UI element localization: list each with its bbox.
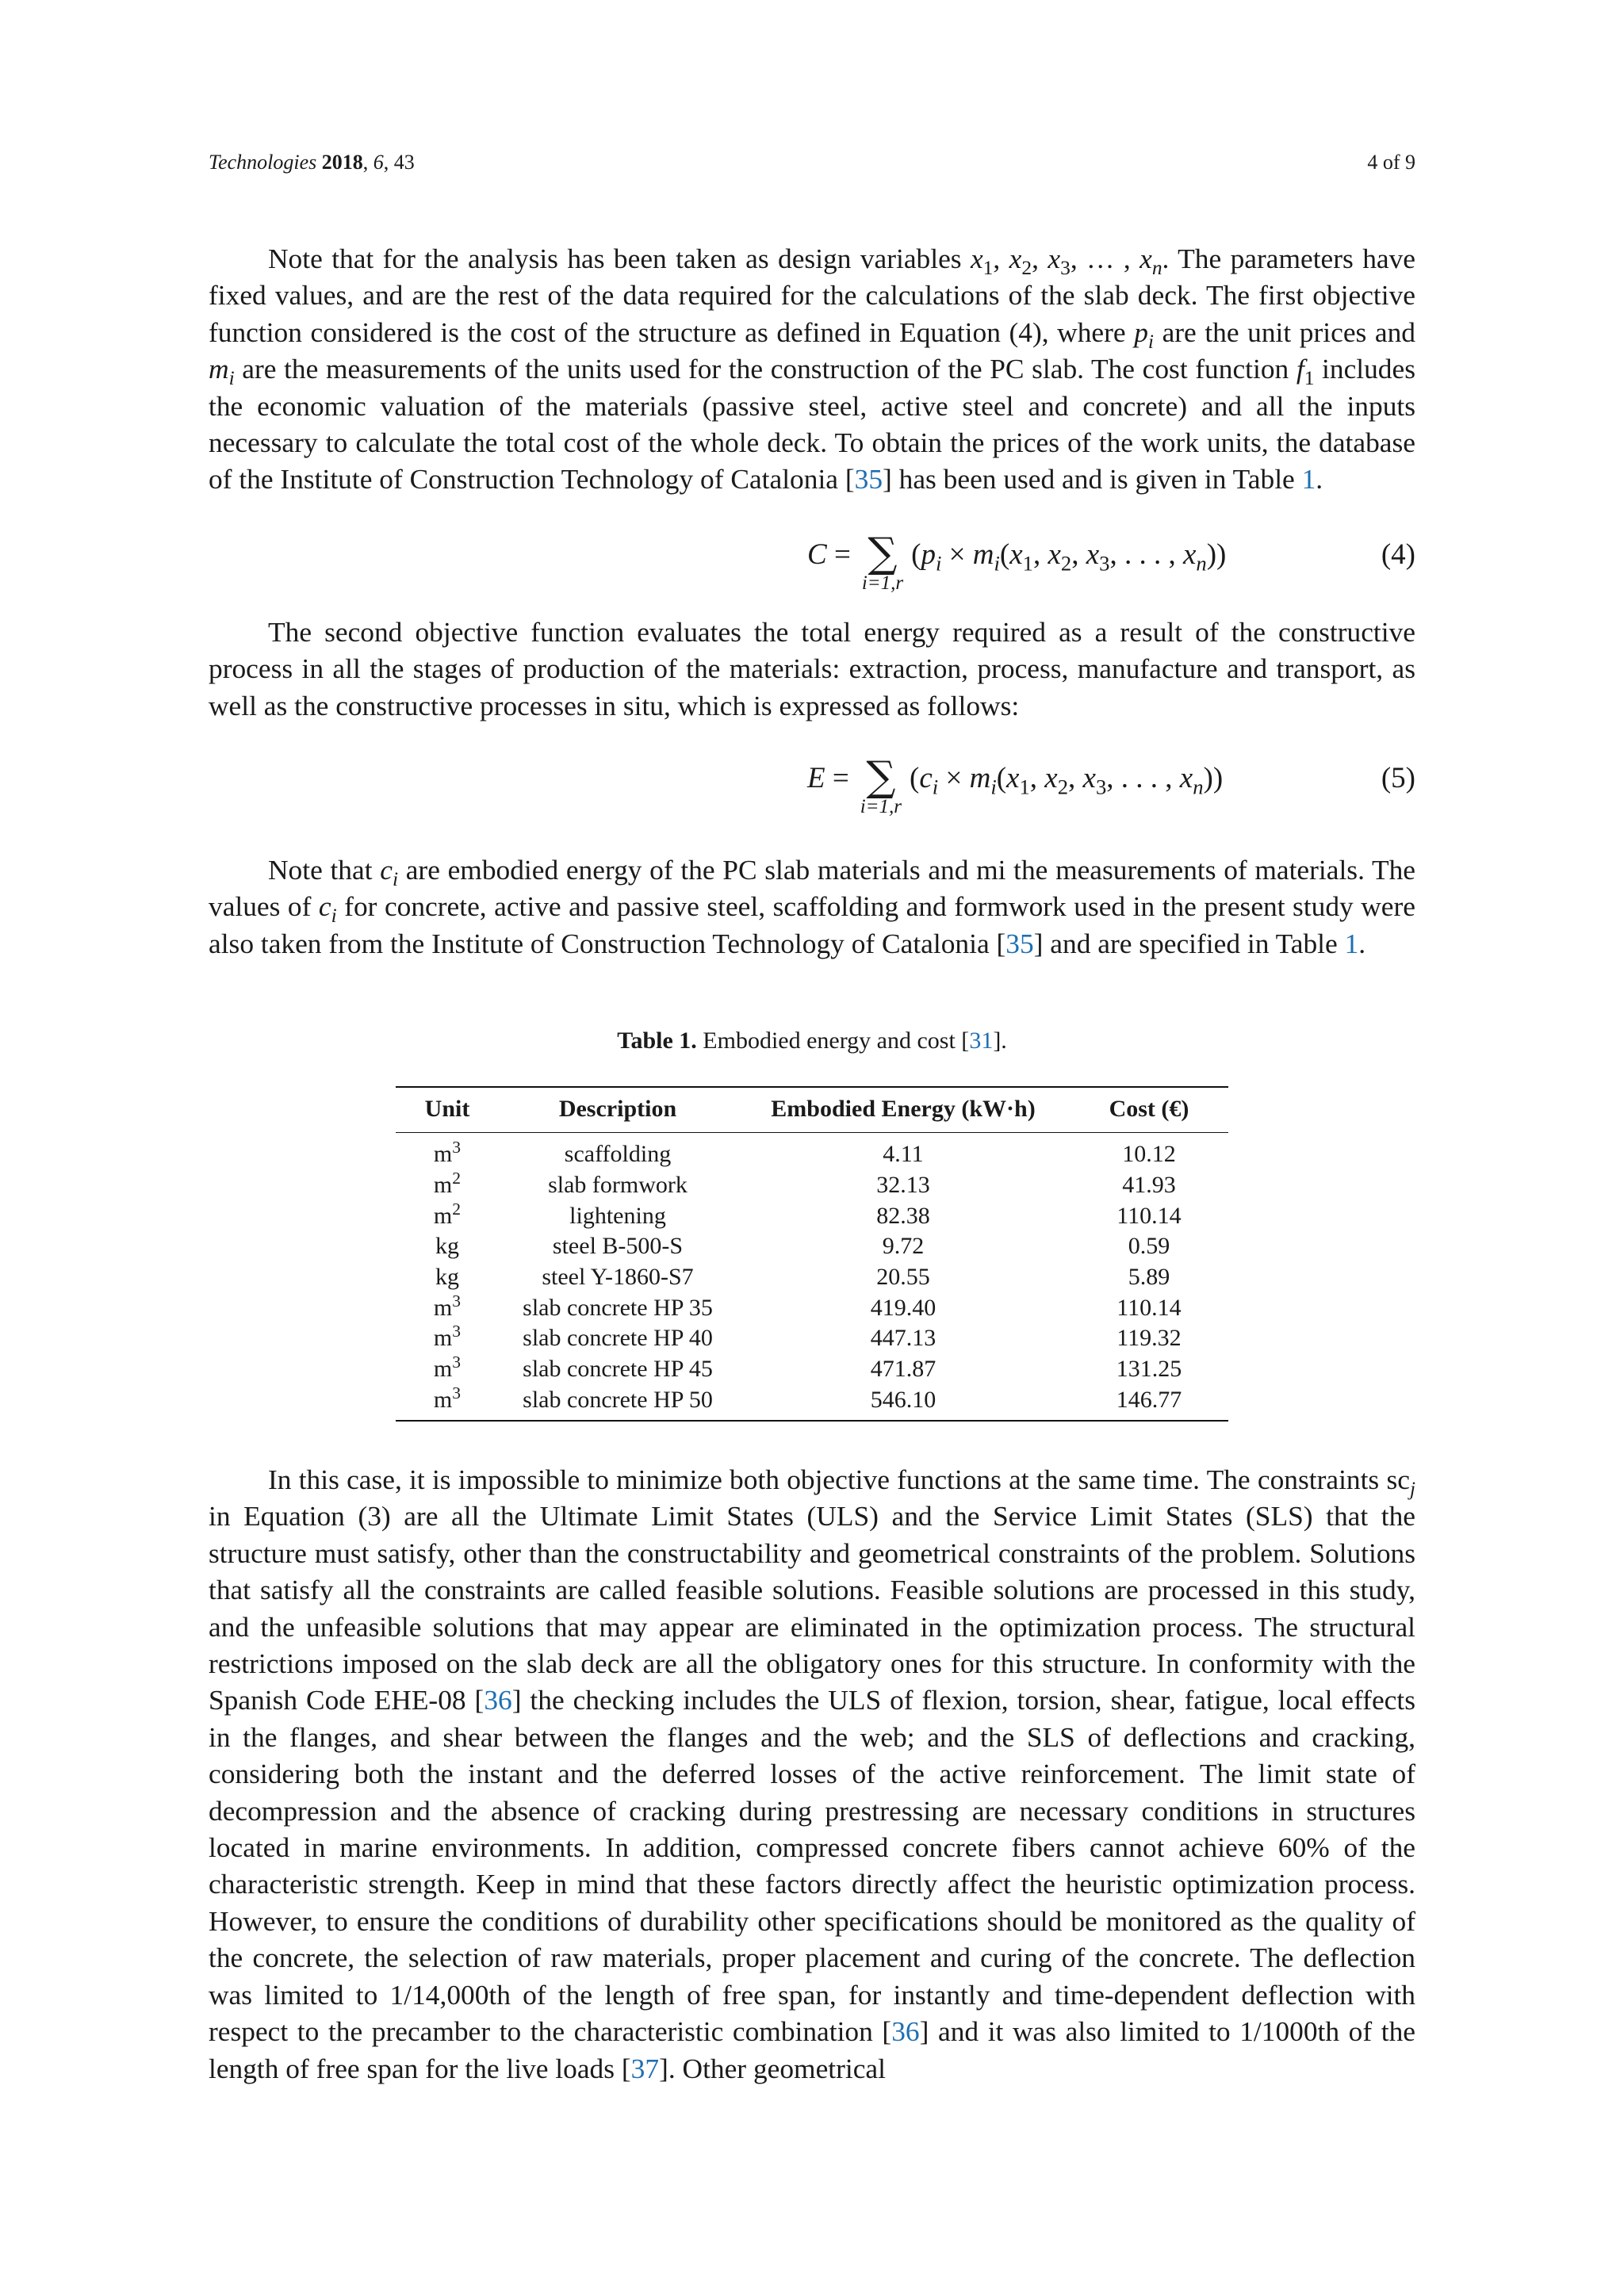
table-row xyxy=(396,1292,1228,1323)
table-row xyxy=(396,1170,1228,1201)
page-number: 4 of 9 xyxy=(1367,151,1415,174)
cell-description: slab concrete HP 50 xyxy=(499,1385,737,1422)
cell-unit: $m^2$ xyxy=(433,1199,462,1229)
cell-description: steel B-500-S xyxy=(552,1233,684,1260)
table-row xyxy=(396,1385,1228,1422)
cell-description: steel Y-1860-S7 xyxy=(542,1264,694,1291)
cell-energy: 32.13 xyxy=(876,1172,930,1199)
cell-description: slab formwork xyxy=(548,1172,688,1199)
cell-cost: 119.32 xyxy=(1116,1325,1182,1352)
cell-energy: 447.13 xyxy=(870,1325,936,1352)
equation-5: E = ∑ i=1,r ($c_i \times m_i(x_1$, $x_2$, $x_3$, . . . , $x_n$)) (5) xyxy=(807,753,1415,817)
table-row xyxy=(396,1231,1228,1262)
table-caption: Table 1. Embodied energy and cost [31]. xyxy=(617,1027,1007,1054)
cell-unit: $m^3$ xyxy=(433,1291,462,1321)
embodied-energy-table xyxy=(396,1086,1228,1422)
table-row xyxy=(396,1200,1228,1231)
table-link[interactable]: 1 xyxy=(1301,463,1316,496)
journal-citation: Technologies 2018, 6, 43 xyxy=(209,151,415,174)
cell-cost: 146.77 xyxy=(1070,1385,1228,1422)
cell-energy: 9.72 xyxy=(882,1233,925,1260)
equation-number: (4) xyxy=(1381,538,1415,571)
cell-energy: 82.38 xyxy=(876,1202,930,1229)
reference-link[interactable]: 35 xyxy=(854,463,883,496)
cell-cost: 41.93 xyxy=(1122,1172,1176,1199)
cell-cost: 131.25 xyxy=(1116,1356,1182,1383)
column-header-description: Description xyxy=(499,1087,737,1133)
cell-cost: 5.89 xyxy=(1128,1264,1170,1291)
reference-link[interactable]: 31 xyxy=(969,1027,994,1054)
cell-energy: 419.40 xyxy=(870,1294,936,1321)
cell-unit: $m^3$ xyxy=(396,1385,499,1422)
cell-cost: 110.14 xyxy=(1116,1202,1182,1229)
column-header-cost: Cost (€) xyxy=(1070,1087,1228,1133)
reference-link[interactable]: 36 xyxy=(891,2015,920,2048)
paragraph-2: The second objective function evaluates the total energy required as a result of the constructive process in all the stages of production of the materials: extraction, process, manufacture and transport, as well as the constructive processes in situ, which is expressed as follows: xyxy=(209,616,1415,721)
running-header xyxy=(209,151,1415,174)
cell-unit: $m^2$ xyxy=(433,1169,462,1199)
cell-cost: 0.59 xyxy=(1128,1233,1170,1260)
cell-energy: 546.10 xyxy=(737,1385,1070,1422)
column-header-unit: Unit xyxy=(396,1087,499,1133)
column-header-energy: Embodied Energy (kW·h) xyxy=(737,1087,1070,1133)
cell-cost: 110.14 xyxy=(1116,1294,1182,1321)
table-row xyxy=(396,1133,1228,1170)
cell-description: scaffolding xyxy=(564,1141,672,1168)
cell-energy: 20.55 xyxy=(876,1264,930,1291)
table-row xyxy=(396,1323,1228,1354)
table-link[interactable]: 1 xyxy=(1344,927,1359,959)
cell-energy: 4.11 xyxy=(883,1141,924,1168)
cell-unit: $m^3$ xyxy=(433,1322,462,1352)
cell-description: slab concrete HP 40 xyxy=(523,1325,713,1352)
cell-unit: $m^3$ xyxy=(433,1353,462,1383)
cell-description: lightening xyxy=(569,1202,666,1229)
cell-unit: kg xyxy=(435,1264,459,1291)
cell-description: slab concrete HP 45 xyxy=(523,1356,713,1383)
paragraph-1: Note that for the analysis has been taken as design variables $x_1$, $x_2$, $x_3$, … , $x_n$. The parameters have fixed values, and are the rest of the data required for the calculations of the slab deck. The first objective function considered is the cost of the structure as defined in Equation (4), where $p_i$ are the unit prices and $m_i$ are the measurements of the units used for the construction of the PC slab. The cost function $f_1$ includes the economic valuation of the materials (passive steel, active steel and concrete) and all the inputs necessary to calculate the total cost of the whole deck. To obtain the prices of the work units, the database of the Institute of Construction Technology of Catalonia [35] has been used and is given in Table 1. xyxy=(209,243,1415,496)
cell-cost: 10.12 xyxy=(1122,1141,1176,1168)
cell-description: slab concrete HP 35 xyxy=(523,1294,713,1321)
paragraph-3: Note that $c_i$ are embodied energy of the PC slab materials and mi the measurements of materials. The values of $c_i$ for concrete, active and passive steel, scaffolding and formwork used in the present study were also taken from the Institute of Construction Technology of Catalonia [35] and are specified in Table 1. xyxy=(209,854,1415,959)
table-header-row xyxy=(396,1087,1228,1133)
cell-unit: $m^3$ xyxy=(433,1138,462,1168)
table-row xyxy=(396,1354,1228,1385)
equation-4: C = ∑ i=1,r ($p_i \times m_i(x_1$, $x_2$, $x_3$, . . . , $x_n$)) (4) xyxy=(807,530,1415,594)
cell-unit: kg xyxy=(435,1233,459,1260)
cell-energy: 471.87 xyxy=(870,1356,936,1383)
table-row xyxy=(396,1262,1228,1293)
reference-link[interactable]: 37 xyxy=(630,2052,660,2084)
reference-link[interactable]: 36 xyxy=(484,1684,512,1716)
reference-link[interactable]: 35 xyxy=(1005,927,1034,959)
paragraph-4: In this case, it is impossible to minimize both objective functions at the same time. The constraints $sc_j$ in Equation (3) are all the Ultimate Limit States (ULS) and the Service Limit States (SLS) that the structure must satisfy, other than the constructability and geometrical constraints of the problem. Solutions that satisfy all the constraints are called feasible solutions. Feasible solutions are processed in this study, and the unfeasible solutions that may appear are eliminated in the optimization process. The structural restrictions imposed on the slab deck are all the obligatory ones for this structure. In conformity with the Spanish Code EHE-08 [36] the checking includes the ULS of flexion, torsion, shear, fatigue, local effects in the flanges, and shear between the flanges and the web; and the SLS of deflections and cracking, considering both the instant and the deferred losses of the active reinforcement. The limit state of decompression and the absence of cracking during prestressing are necessary conditions in structures located in marine environments. In addition, compressed concrete fibers cannot achieve 60% of the characteristic strength. Keep in mind that these factors directly affect the heuristic optimization process. However, to ensure the conditions of durability other specifications should be monitored as the quality of the concrete, the selection of raw materials, proper placement and curing of the concrete. The deflection was limited to 1/14,000th of the length of free span, for instantly and time-dependent deflection with respect to the precamber to the characteristic combination [36] and it was also limited to 1/1000th of the length of free span for the live loads [37]. Other geometrical xyxy=(209,1464,1415,2084)
equation-number: (5) xyxy=(1381,762,1415,794)
